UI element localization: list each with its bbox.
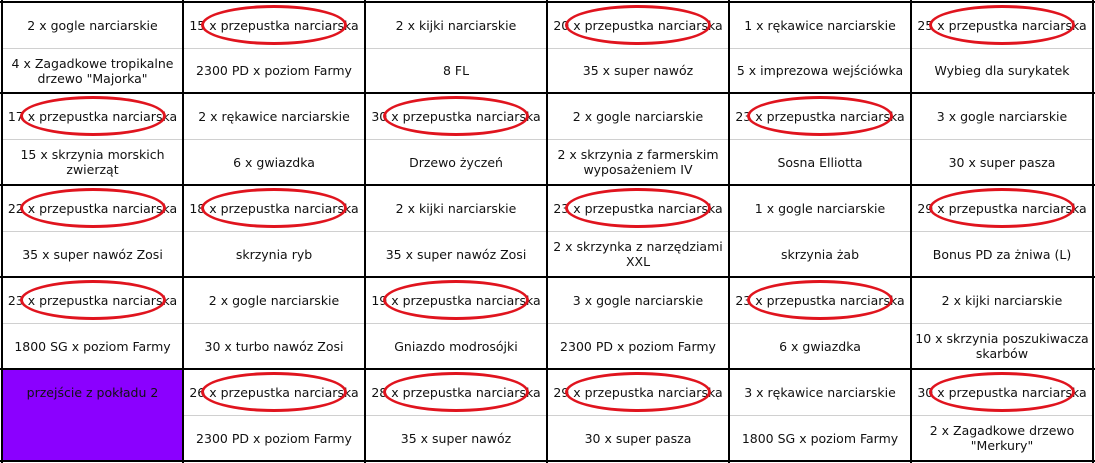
- cell-divider: [365, 139, 547, 140]
- cell-divider: [911, 231, 1093, 232]
- cell-divider: [547, 48, 729, 49]
- cell-divider: [365, 48, 547, 49]
- reward-cell-bottom[interactable]: 8 FL: [442, 63, 470, 78]
- reward-cell-bottom[interactable]: skrzynia żab: [780, 246, 860, 262]
- reward-cell-top[interactable]: 2 x gogle narciarskie: [572, 108, 704, 124]
- reward-cell-bottom[interactable]: 2 x skrzynka z narzędziami XXL: [553, 239, 723, 269]
- reward-cell-bottom[interactable]: 4 x Zagadkowe tropikalne drzewo "Majorka": [11, 55, 174, 86]
- reward-cell-bottom[interactable]: 6 x gwiazdka: [233, 154, 315, 170]
- reward-cell-top[interactable]: 29 x przepustka narciarska: [917, 200, 1087, 216]
- reward-cell-bottom[interactable]: 35 x super nawóz Zosi: [385, 246, 527, 262]
- cell-divider: [183, 231, 365, 232]
- grid-vertical-line: [1, 0, 3, 463]
- reward-cell-bottom[interactable]: skrzynia ryb: [235, 246, 313, 262]
- reward-cell-bottom[interactable]: 30 x super pasza: [948, 154, 1056, 170]
- reward-cell-top[interactable]: 18 x przepustka narciarska: [189, 200, 359, 216]
- reward-cell-bottom[interactable]: 35 x super nawóz Zosi: [22, 246, 163, 262]
- reward-cell-top[interactable]: 28 x przepustka narciarska: [371, 384, 541, 400]
- reward-cell-bottom[interactable]: 2300 PD x poziom Farmy: [196, 63, 352, 78]
- reward-cell-top[interactable]: 2 x rękawice narciarskie: [198, 108, 350, 124]
- reward-cell-bottom[interactable]: 35 x super nawóz: [582, 63, 694, 78]
- cell-divider: [547, 139, 729, 140]
- reward-cell-top[interactable]: 26 x przepustka narciarska: [189, 384, 359, 400]
- cell-divider: [2, 139, 183, 140]
- reward-cell-top[interactable]: 2 x kijki narciarskie: [395, 200, 517, 216]
- cell-divider: [729, 139, 911, 140]
- cell-divider: [183, 139, 365, 140]
- reward-cell-bottom[interactable]: 10 x skrzynia poszukiwacza skarbów: [915, 331, 1089, 361]
- reward-cell-bottom[interactable]: 15 x skrzynia morskich zwierząt: [20, 147, 165, 177]
- cell-divider: [911, 48, 1093, 49]
- grid-horizontal-line: [0, 368, 1095, 370]
- cell-divider: [365, 231, 547, 232]
- grid-vertical-line: [546, 0, 548, 463]
- reward-cell-top[interactable]: 15 x przepustka narciarska: [189, 17, 359, 33]
- reward-cell-top[interactable]: 2 x gogle narciarskie: [27, 17, 158, 33]
- cell-divider: [2, 231, 183, 232]
- reward-cell-top[interactable]: 19 x przepustka narciarska: [371, 292, 541, 308]
- grid-vertical-line: [182, 0, 184, 463]
- reward-cell-bottom[interactable]: 1800 SG x poziom Farmy: [741, 430, 899, 446]
- reward-cell-bottom[interactable]: 2 x skrzynia z farmerskim wyposażeniem IV: [557, 147, 719, 177]
- reward-cell-top[interactable]: 30 x przepustka narciarska: [371, 108, 541, 124]
- cell-divider: [729, 415, 911, 416]
- cell-divider: [911, 139, 1093, 140]
- reward-cell-bottom[interactable]: Bonus PD za żniwa (L): [932, 246, 1072, 262]
- reward-cell-top[interactable]: 23 x przepustka narciarska: [735, 292, 905, 308]
- reward-cell-top[interactable]: 1 x gogle narciarskie: [754, 200, 886, 216]
- reward-cell-bottom[interactable]: Wybieg dla surykatek: [934, 63, 1070, 78]
- cell-divider: [911, 415, 1093, 416]
- grid-vertical-line: [910, 0, 912, 463]
- grid-horizontal-line: [0, 460, 1095, 462]
- reward-cell-top[interactable]: 22 x przepustka narciarska: [7, 200, 178, 216]
- cell-divider: [2, 48, 183, 49]
- cell-divider: [547, 323, 729, 324]
- reward-cell-top[interactable]: 20 x przepustka narciarska: [553, 17, 723, 33]
- reward-cell-top[interactable]: 3 x gogle narciarskie: [572, 292, 704, 308]
- reward-cell-bottom[interactable]: 6 x gwiazdka: [779, 338, 861, 354]
- reward-cell-bottom[interactable]: Sosna Elliotta: [777, 154, 863, 170]
- reward-cell-bottom[interactable]: Drzewo życzeń: [409, 154, 503, 170]
- reward-cell-top[interactable]: 23 x przepustka narciarska: [553, 200, 723, 216]
- grid-vertical-line: [364, 0, 366, 463]
- reward-cell-top[interactable]: 17 x przepustka narciarska: [7, 108, 178, 124]
- reward-cell-top[interactable]: 29 x przepustka narciarska: [553, 384, 723, 400]
- reward-cell-bottom[interactable]: 1800 SG x poziom Farmy: [14, 338, 171, 354]
- reward-cell-bottom[interactable]: 2300 PD x poziom Farmy: [560, 338, 716, 354]
- reward-cell-bottom[interactable]: 2300 PD x poziom Farmy: [196, 430, 352, 446]
- cell-divider: [911, 323, 1093, 324]
- reward-cell-top[interactable]: 1 x rękawice narciarskie: [744, 17, 896, 33]
- reward-cell-top[interactable]: 3 x rękawice narciarskie: [744, 384, 896, 400]
- reward-cell-bottom[interactable]: Gniazdo modrosójki: [394, 338, 518, 354]
- cell-divider: [365, 323, 547, 324]
- grid-vertical-line: [728, 0, 730, 463]
- reward-cell-bottom[interactable]: 2 x Zagadkowe drzewo "Merkury": [929, 423, 1075, 453]
- grid-horizontal-line: [0, 276, 1095, 278]
- deck-transition-cell[interactable]: przejście z pokładu 2: [2, 369, 183, 461]
- reward-cell-bottom[interactable]: 5 x imprezowa wejściówka: [736, 63, 904, 78]
- cell-divider: [729, 231, 911, 232]
- cell-divider: [183, 415, 365, 416]
- reward-cell-bottom[interactable]: 30 x super pasza: [584, 430, 692, 446]
- cell-divider: [365, 415, 547, 416]
- reward-cell-bottom[interactable]: 30 x turbo nawóz Zosi: [204, 338, 344, 354]
- cell-divider: [183, 323, 365, 324]
- cell-divider: [547, 415, 729, 416]
- reward-cell-bottom[interactable]: 35 x super nawóz: [400, 430, 512, 446]
- reward-cell-top[interactable]: 30 x przepustka narciarska: [917, 384, 1087, 400]
- cell-divider: [547, 231, 729, 232]
- reward-cell-top[interactable]: 3 x gogle narciarskie: [936, 108, 1068, 124]
- grid-horizontal-line: [0, 92, 1095, 94]
- reward-cell-top[interactable]: 2 x gogle narciarskie: [208, 292, 340, 308]
- cell-divider: [729, 323, 911, 324]
- reward-cell-top[interactable]: 23 x przepustka narciarska: [735, 108, 905, 124]
- grid-vertical-line: [1092, 0, 1094, 463]
- reward-cell-top[interactable]: 2 x kijki narciarskie: [395, 17, 517, 33]
- reward-cell-top[interactable]: 2 x kijki narciarskie: [941, 292, 1063, 308]
- reward-cell-top[interactable]: 23 x przepustka narciarska: [7, 292, 178, 308]
- cell-divider: [729, 48, 911, 49]
- reward-cell-top[interactable]: 25 x przepustka narciarska: [917, 17, 1087, 33]
- cell-divider: [183, 48, 365, 49]
- cell-divider: [2, 323, 183, 324]
- grid-horizontal-line: [0, 1, 1095, 3]
- grid-horizontal-line: [0, 184, 1095, 186]
